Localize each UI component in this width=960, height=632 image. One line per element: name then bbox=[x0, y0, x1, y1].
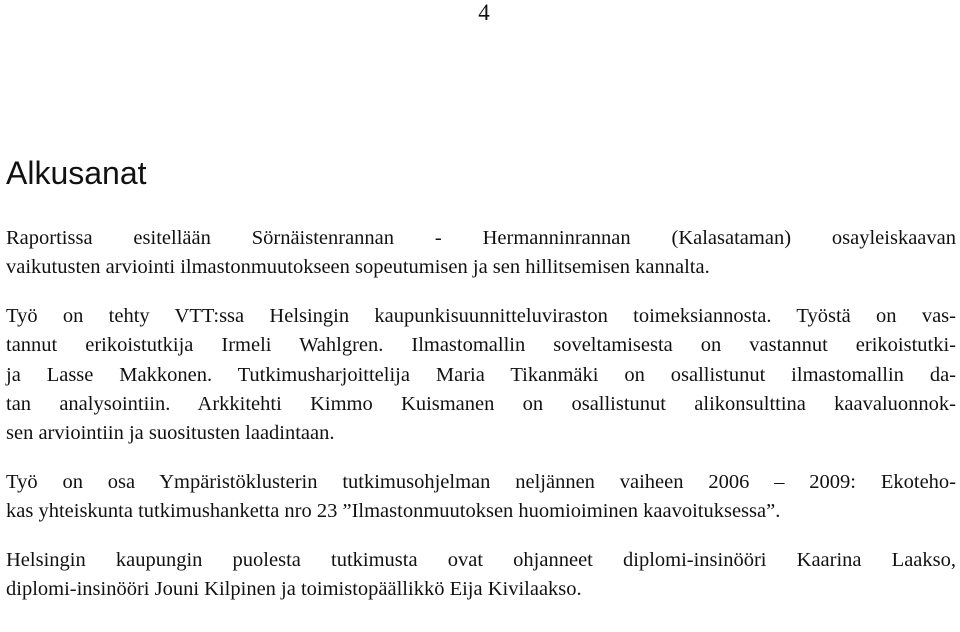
text-line: Työ on osa Ympäristöklusterin tutkimusohjelman neljännen vaiheen 2006 – 2009: Ekoteho- bbox=[6, 470, 956, 493]
text-line: vaikutusten arviointi ilmastonmuutokseen sopeutumisen ja sen hillitsemisen kannalta. bbox=[6, 256, 710, 279]
text-line: Raportissa esitellään Sörnäistenrannan - Hermanninrannan (Kalasataman) osayleiskaavan bbox=[6, 227, 956, 249]
paragraph-programme bbox=[6, 468, 956, 527]
text-line: Helsingin kaupungin puolesta tutkimusta ovat ohjanneet diplomi-insinööri Kaarina Laakso, bbox=[6, 548, 956, 571]
text-line: diplomi-insinööri Jouni Kilpinen ja toimistopäällikkö Eija Kivilaakso. bbox=[6, 578, 582, 601]
paragraph-intro bbox=[6, 224, 956, 283]
text-line: sen arviointiin ja suositusten laadintaan. bbox=[6, 422, 335, 445]
document-body bbox=[6, 224, 956, 623]
text-line: kas yhteiskunta tutkimushanketta nro 23 ”Ilmastonmuutoksen huomioiminen kaavoituksessa”. bbox=[6, 500, 781, 523]
text-line: Työ on tehty VTT:ssa Helsingin kaupunkisuunnitteluviraston toimeksiannosta. Työstä on vas- bbox=[6, 304, 956, 327]
text-line: tan analysointiin. Arkkitehti Kimmo Kuismanen on osallistunut alikonsulttina kaavaluonnok- bbox=[6, 393, 956, 416]
paragraph-authors bbox=[6, 302, 956, 449]
text-line: tannut erikoistutkija Irmeli Wahlgren. Ilmastomallin soveltamisesta on vastannut erikoistutki- bbox=[6, 334, 956, 357]
text-line: ja Lasse Makkonen. Tutkimusharjoittelija Maria Tikanmäki on osallistunut ilmastomallin da- bbox=[6, 363, 956, 386]
page-title: Alkusanat bbox=[6, 155, 147, 191]
paragraph-steering bbox=[6, 546, 956, 605]
page-number: 4 bbox=[478, 0, 490, 25]
